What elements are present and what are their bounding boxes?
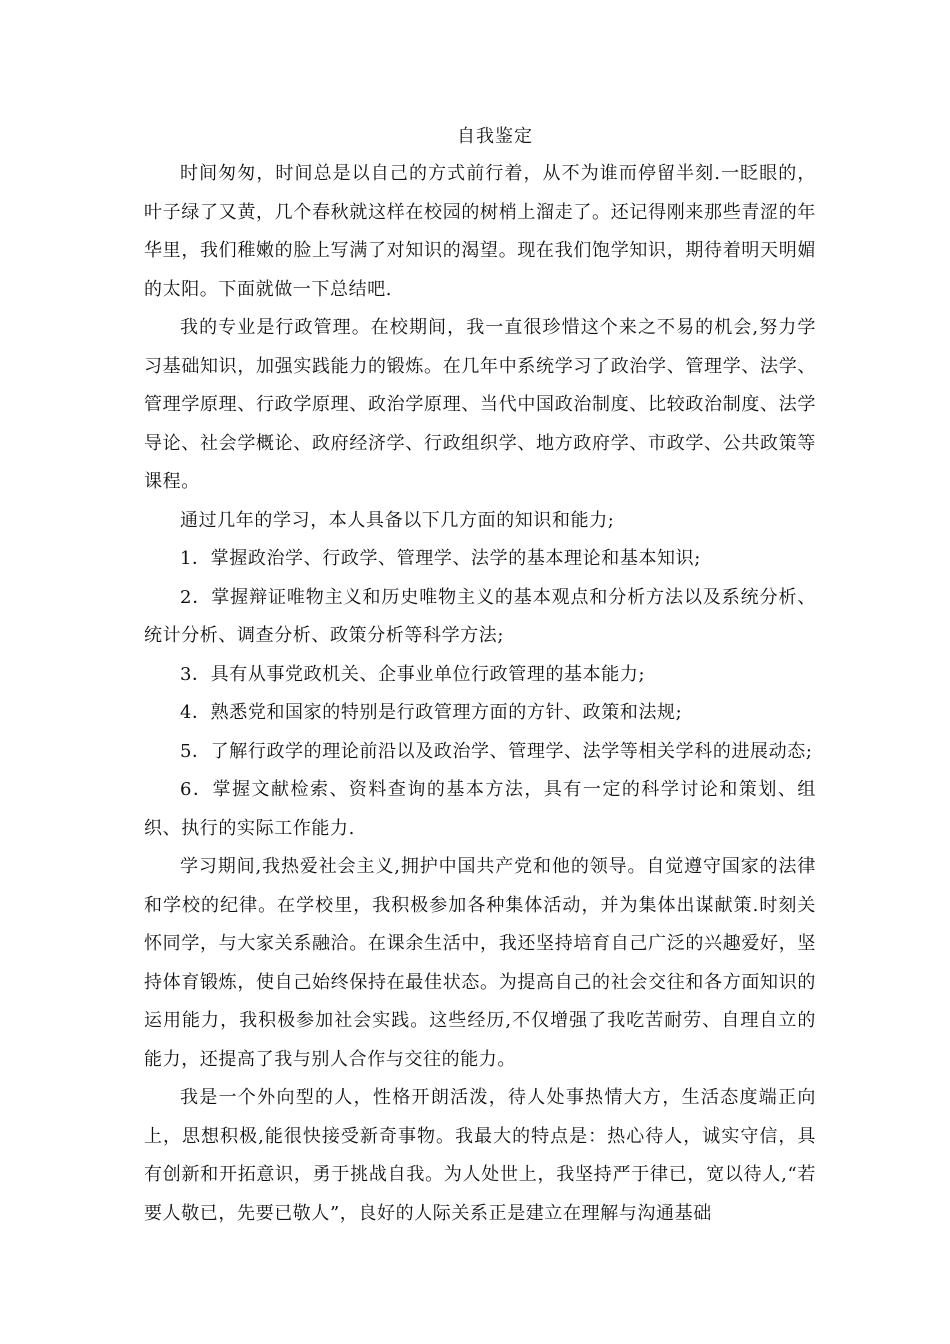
- paragraph-personality: 我是一个外向型的人，性格开朗活泼，待人处事热情大方，生活态度端正向上，思想积极,能很快接受新奇事物。我最大的特点是：热心待人，诚实守信，具有创新和开拓意识，勇于挑战自我。为人处世上，我坚持严于律已，宽以待人,“若要人敬已，先要已敬人”，良好的人际关系正是建立在理解与沟通基础: [144, 1087, 816, 1224]
- list-item-ability-4: 4．熟悉党和国家的特别是行政管理方面的方针、政策和法规;: [180, 702, 683, 723]
- document-body: [144, 155, 816, 1233]
- list-item-ability-3: 3．具有从事党政机关、企事业单位行政管理的基本能力;: [180, 663, 646, 685]
- document-title: 自我鉴定: [457, 126, 533, 147]
- list-item-ability-1: 1．掌握政治学、行政学、管理学、法学的基本理论和基本知识;: [180, 548, 701, 569]
- paragraph-intro: 时间匆匆，时间总是以自己的方式前行着，从不为谁而停留半刻.一眨眼的，叶子绿了又黄，几个春秋就这样在校园的树梢上溜走了。还记得刚来那些青涩的年华里，我们稚嫩的脸上写满了对知识的渴望。现在我们饱学知识，期待着明天明媚的太阳。下面就做一下总结吧.: [144, 163, 816, 300]
- paragraph-study-life: 学习期间,我热爱社会主义,拥护中国共产党和他的领导。自觉遵守国家的法律和学校的纪律。在学校里，我积极参加各种集体活动，并为集体出谋献策.时刻关怀同学，与大家关系融洽。在课余生活中，我还坚持培育自己广泛的兴趣爱好，坚持体育锻炼，使自己始终保持在最佳状态。为提高自己的社会交往和各方面知识的运用能力，我积极参加社会实践。这些经历,不仅增强了我吃苦耐劳、自理自立的能力，还提高了我与别人合作与交往的能力。: [144, 856, 816, 1070]
- list-item-ability-6: 6．掌握文献检索、资料查询的基本方法，具有一定的科学讨论和策划、组织、执行的实际工作能力.: [144, 779, 816, 839]
- list-item-ability-5: 5．了解行政学的理论前沿以及政治学、管理学、法学等相关学科的进展动态;: [180, 740, 813, 762]
- list-item-ability-2: 2．掌握辩证唯物主义和历史唯物主义的基本观点和分析方法以及系统分析、统计分析、调查分析、政策分析等科学方法;: [144, 586, 816, 646]
- paragraph-abilities-intro: 通过几年的学习，本人具备以下几方面的知识和能力;: [180, 509, 615, 531]
- paragraph-major: 我的专业是行政管理。在校期间，我一直很珍惜这个来之不易的机会,努力学习基础知识，加强实践能力的锻炼。在几年中系统学习了政治学、管理学、法学、管理学原理、行政学原理、政治学原理、当代中国政治制度、比较政治制度、法学导论、社会学概论、政府经济学、行政组织学、地方政府学、市政学、公共政策等课程。: [144, 317, 816, 492]
